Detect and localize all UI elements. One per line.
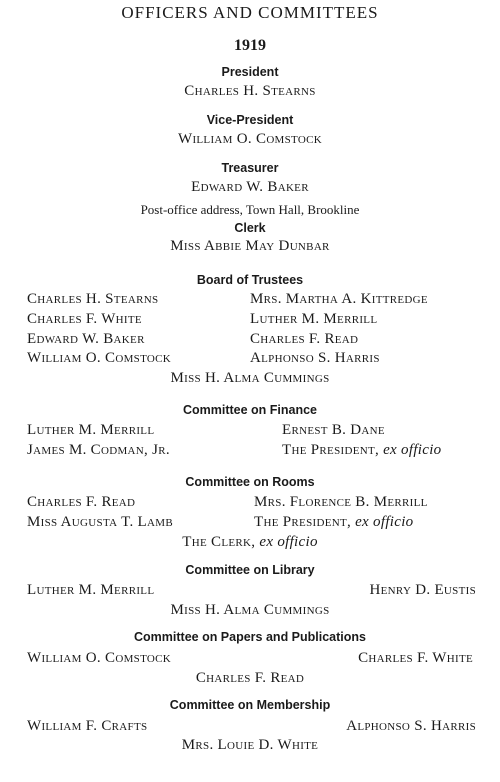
page-heading: OFFICERS AND COMMITTEES	[121, 3, 379, 22]
finance-president: The President,	[282, 442, 380, 458]
clerk-name: Miss Abbie May Dunbar	[170, 238, 330, 254]
trustee-left-2: Charles F. White	[27, 311, 142, 327]
trustee-right-1: Mrs. Martha A. Kittredge	[250, 291, 428, 307]
rooms-left-1: Charles F. Read	[27, 494, 136, 510]
treasurer-address: Post-office address, Town Hall, Brookline	[140, 202, 360, 217]
rooms-left-2: Miss Augusta T. Lamb	[27, 514, 173, 530]
membership-right: Alphonso S. Harris	[346, 718, 476, 734]
rooms-clerk: The Clerk,	[182, 534, 256, 550]
membership-last: Mrs. Louie D. White	[181, 737, 319, 753]
president-name: Charles H. Stearns	[184, 83, 316, 99]
rooms-right-1: Mrs. Florence B. Merrill	[254, 494, 428, 510]
rooms-right-2	[254, 514, 414, 531]
vice-president-name: William O. Comstock	[177, 131, 323, 147]
rooms-clerk-ex-officio: ex officio	[259, 534, 318, 550]
trustee-right-2: Luther M. Merrill	[250, 311, 378, 327]
finance-right-2	[282, 442, 442, 459]
papers-left: William O. Comstock	[27, 650, 172, 666]
finance-right-1: Ernest B. Dane	[282, 422, 385, 438]
rooms-label: Committee on Rooms	[185, 475, 315, 489]
trustee-left-4: William O. Comstock	[27, 350, 172, 366]
library-label: Committee on Library	[185, 563, 315, 577]
trustee-right-3: Charles F. Read	[250, 331, 359, 347]
rooms-president: The President,	[254, 514, 352, 530]
year: 1919	[234, 37, 266, 54]
membership-left: William F. Crafts	[27, 718, 148, 734]
library-last: Miss H. Alma Cummings	[170, 602, 330, 618]
rooms-president-ex-officio: ex officio	[355, 514, 414, 530]
trustee-last: Miss H. Alma Cummings	[170, 370, 330, 386]
library-left: Luther M. Merrill	[27, 582, 155, 598]
membership-label: Committee on Membership	[169, 698, 331, 712]
trustee-left-3: Edward W. Baker	[27, 331, 145, 347]
finance-left-1: Luther M. Merrill	[27, 422, 155, 438]
finance-left-2: James M. Codman, Jr.	[27, 442, 170, 458]
trustee-left-1: Charles H. Stearns	[27, 291, 159, 307]
papers-right: Charles F. White	[358, 650, 473, 666]
treasurer-label: Treasurer	[221, 161, 279, 175]
rooms-last	[0, 534, 500, 551]
treasurer-name: Edward W. Baker	[191, 179, 309, 195]
papers-last: Charles F. Read	[195, 670, 305, 686]
clerk-label: Clerk	[234, 221, 266, 235]
papers-label: Committee on Papers and Publications	[134, 630, 366, 644]
finance-ex-officio: ex officio	[383, 442, 442, 458]
president-label: President	[221, 65, 279, 79]
vice-president-label: Vice-President	[206, 113, 294, 127]
finance-label: Committee on Finance	[182, 403, 318, 417]
library-right: Henry D. Eustis	[369, 582, 476, 598]
trustees-label: Board of Trustees	[196, 273, 304, 287]
trustee-right-4: Alphonso S. Harris	[250, 350, 380, 366]
